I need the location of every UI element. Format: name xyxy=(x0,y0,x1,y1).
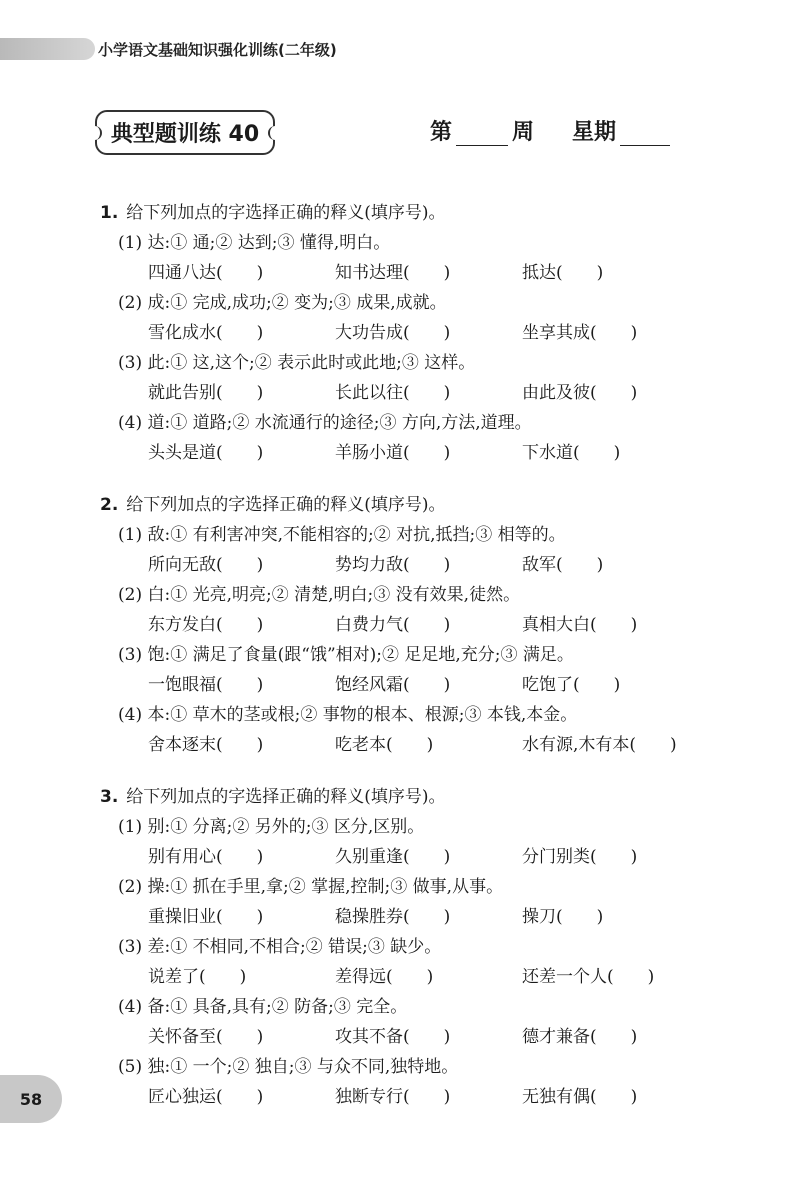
sub-question xyxy=(100,288,780,348)
definition-line: (4) 本:① 草木的茎或根;② 事物的根本、根源;③ 本钱,本金。 xyxy=(118,705,578,725)
word-row xyxy=(100,1082,780,1112)
sub-question xyxy=(100,228,780,288)
word-item-blank[interactable]: 就此告别( ) xyxy=(148,383,264,403)
word-item-blank[interactable]: 吃饱了( ) xyxy=(522,675,621,695)
word-item-blank[interactable]: 东方发白( ) xyxy=(148,615,264,635)
week-suffix: 周 xyxy=(512,120,535,145)
week-prefix: 第 xyxy=(430,120,453,145)
sub-question xyxy=(100,992,780,1052)
word-row xyxy=(100,902,780,932)
question-prompt xyxy=(100,782,780,812)
word-item-blank[interactable]: 下水道( ) xyxy=(522,443,621,463)
sub-question xyxy=(100,580,780,640)
word-item-blank[interactable]: 白费力气( ) xyxy=(335,615,451,635)
word-item-blank[interactable]: 关怀备至( ) xyxy=(148,1027,264,1047)
word-item-blank[interactable]: 说差了( ) xyxy=(148,967,247,987)
book-title: 小学语文基础知识强化训练(二年级) xyxy=(98,41,337,59)
week-line xyxy=(430,115,670,146)
word-row xyxy=(100,962,780,992)
question-text: 给下列加点的字选择正确的释义(填序号)。 xyxy=(126,787,446,807)
word-item-blank[interactable]: 攻其不备( ) xyxy=(335,1027,451,1047)
word-item-blank[interactable]: 重操旧业( ) xyxy=(148,907,264,927)
word-row xyxy=(100,842,780,872)
sub-question xyxy=(100,408,780,468)
questions-section xyxy=(100,198,780,1134)
sub-question xyxy=(100,640,780,700)
definition-line: (1) 敌:① 有利害冲突,不能相容的;② 对抗,抵挡;③ 相等的。 xyxy=(118,525,566,545)
weekday-label: 星期 xyxy=(572,120,617,145)
word-row xyxy=(100,610,780,640)
word-item-blank[interactable]: 操刀( ) xyxy=(522,907,604,927)
definition-line: (2) 成:① 完成,成功;② 变为;③ 成果,成就。 xyxy=(118,293,447,313)
word-item-blank[interactable]: 还差一个人( ) xyxy=(522,967,655,987)
word-item-blank[interactable]: 匠心独运( ) xyxy=(148,1087,264,1107)
sub-question xyxy=(100,812,780,872)
word-item-blank[interactable]: 一饱眼福( ) xyxy=(148,675,264,695)
question-prompt xyxy=(100,198,780,228)
question-3 xyxy=(100,782,780,1112)
word-row xyxy=(100,318,780,348)
definition-line: (4) 备:① 具备,具有;② 防备;③ 完全。 xyxy=(118,997,408,1017)
question-text: 给下列加点的字选择正确的释义(填序号)。 xyxy=(126,203,446,223)
sub-question xyxy=(100,1052,780,1112)
sub-question xyxy=(100,872,780,932)
word-item-blank[interactable]: 真相大白( ) xyxy=(522,615,638,635)
definition-line: (2) 白:① 光亮,明亮;② 清楚,明白;③ 没有效果,徒然。 xyxy=(118,585,521,605)
word-item-blank[interactable]: 势均力敌( ) xyxy=(335,555,451,575)
definition-line: (3) 饱:① 满足了食量(跟“饿”相对);② 足足地,充分;③ 满足。 xyxy=(118,645,574,665)
weekday-blank xyxy=(620,123,670,146)
definition-line: (5) 独:① 一个;② 独自;③ 与众不同,独特地。 xyxy=(118,1057,459,1077)
word-item-blank[interactable]: 雪化成水( ) xyxy=(148,323,264,343)
exercise-title: 典型题训练 40 xyxy=(110,122,260,147)
word-item-blank[interactable]: 分门别类( ) xyxy=(522,847,638,867)
question-prompt xyxy=(100,490,780,520)
word-item-blank[interactable]: 无独有偶( ) xyxy=(522,1087,638,1107)
word-item-blank[interactable]: 知书达理( ) xyxy=(335,263,451,283)
page-number-tab xyxy=(0,1075,62,1123)
word-item-blank[interactable]: 别有用心( ) xyxy=(148,847,264,867)
word-item-blank[interactable]: 饱经风霜( ) xyxy=(335,675,451,695)
sub-question xyxy=(100,700,780,760)
word-row xyxy=(100,438,780,468)
word-item-blank[interactable]: 舍本逐末( ) xyxy=(148,735,264,755)
definition-line: (4) 道:① 道路;② 水流通行的途径;③ 方向,方法,道理。 xyxy=(118,413,532,433)
sub-question xyxy=(100,932,780,992)
question-number: 2. xyxy=(100,495,119,515)
word-item-blank[interactable]: 大功告成( ) xyxy=(335,323,451,343)
word-item-blank[interactable]: 独断专行( ) xyxy=(335,1087,451,1107)
word-item-blank[interactable]: 稳操胜券( ) xyxy=(335,907,451,927)
word-item-blank[interactable]: 坐享其成( ) xyxy=(522,323,638,343)
word-item-blank[interactable]: 德才兼备( ) xyxy=(522,1027,638,1047)
question-number: 3. xyxy=(100,787,119,807)
definition-line: (1) 达:① 通;② 达到;③ 懂得,明白。 xyxy=(118,233,391,253)
question-1 xyxy=(100,198,780,468)
word-item-blank[interactable]: 四通八达( ) xyxy=(148,263,264,283)
word-row xyxy=(100,1022,780,1052)
question-2 xyxy=(100,490,780,760)
definition-line: (2) 操:① 抓在手里,拿;② 掌握,控制;③ 做事,从事。 xyxy=(118,877,504,897)
question-number: 1. xyxy=(100,203,119,223)
word-row xyxy=(100,730,780,760)
word-item-blank[interactable]: 由此及彼( ) xyxy=(522,383,638,403)
definition-line: (1) 别:① 分离;② 另外的;③ 区分,区别。 xyxy=(118,817,425,837)
week-blank xyxy=(456,123,508,146)
definition-line: (3) 此:① 这,这个;② 表示此时或此地;③ 这样。 xyxy=(118,353,476,373)
word-row xyxy=(100,550,780,580)
sub-question xyxy=(100,520,780,580)
word-row xyxy=(100,258,780,288)
word-row xyxy=(100,670,780,700)
word-item-blank[interactable]: 羊肠小道( ) xyxy=(335,443,451,463)
word-row xyxy=(100,378,780,408)
header-bar xyxy=(0,38,95,60)
sub-question xyxy=(100,348,780,408)
word-item-blank[interactable]: 水有源,木有本( ) xyxy=(522,735,677,755)
word-item-blank[interactable]: 头头是道( ) xyxy=(148,443,264,463)
word-item-blank[interactable]: 所向无敌( ) xyxy=(148,555,264,575)
word-item-blank[interactable]: 抵达( ) xyxy=(522,263,604,283)
word-item-blank[interactable]: 敌军( ) xyxy=(522,555,604,575)
word-item-blank[interactable]: 吃老本( ) xyxy=(335,735,434,755)
question-text: 给下列加点的字选择正确的释义(填序号)。 xyxy=(126,495,446,515)
word-item-blank[interactable]: 久别重逢( ) xyxy=(335,847,451,867)
exercise-title-box xyxy=(95,110,275,155)
definition-line: (3) 差:① 不相同,不相合;② 错误;③ 缺少。 xyxy=(118,937,442,957)
word-item-blank[interactable]: 长此以往( ) xyxy=(335,383,451,403)
page-number: 58 xyxy=(19,1089,43,1109)
word-item-blank[interactable]: 差得远( ) xyxy=(335,967,434,987)
